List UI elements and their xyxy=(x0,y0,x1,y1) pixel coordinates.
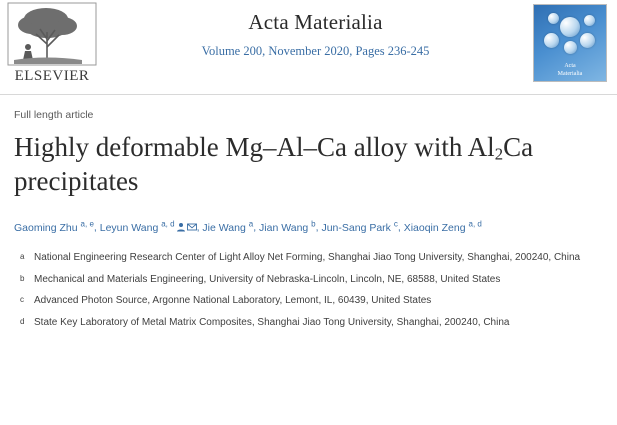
author-name[interactable]: Gaoming Zhu xyxy=(14,221,78,234)
affiliation-mark: a xyxy=(20,252,25,262)
journal-title[interactable]: Acta Materialia xyxy=(248,10,383,34)
journal-cover-thumbnail[interactable] xyxy=(533,4,607,82)
title-line-2: precipitates xyxy=(14,166,139,197)
journal-title-block xyxy=(98,0,533,59)
envelope-icon[interactable] xyxy=(187,222,196,231)
affiliation-mark: b xyxy=(20,273,25,283)
title-subscript: 2 xyxy=(494,144,504,164)
elsevier-logo[interactable] xyxy=(6,2,98,88)
author-list xyxy=(14,218,603,236)
author-entry[interactable] xyxy=(14,219,94,234)
author-separator: , xyxy=(93,221,100,234)
author-affiliation-marks: a, d xyxy=(161,219,175,229)
journal-header xyxy=(0,0,617,95)
title-part-2: Ca xyxy=(503,132,534,162)
affiliation-text: Advanced Photon Source, Argonne National Laboratory, Lemont, IL, 60439, United States xyxy=(34,295,432,307)
affiliation-text: State Key Laboratory of Metal Matrix Composites, Shanghai Jiao Tong University, Shanghai, 200240, China xyxy=(34,316,510,328)
author-separator: , xyxy=(397,221,404,234)
affiliation-text: Mechanical and Materials Engineering, University of Nebraska-Lincoln, Lincoln, NE, 68588, United States xyxy=(34,273,501,285)
person-icon[interactable] xyxy=(176,222,185,231)
affiliation-mark: d xyxy=(20,316,25,326)
svg-text:ELSEVIER: ELSEVIER xyxy=(14,68,90,84)
affiliation-list xyxy=(14,250,603,330)
author-separator: , xyxy=(315,221,322,234)
author-affiliation-marks: c xyxy=(393,219,398,229)
author-name[interactable]: Jun-Sang Park xyxy=(321,221,391,234)
author-name[interactable]: Jian Wang xyxy=(259,221,309,234)
elsevier-tree-icon xyxy=(6,2,98,88)
author-name[interactable]: Leyun Wang xyxy=(99,221,159,234)
affiliation-text: National Engineering Research Center of Light Alloy Net Forming, Shanghai Jiao Tong University, Shanghai, 200240, China xyxy=(34,252,581,264)
author-affiliation-marks: a xyxy=(248,219,254,229)
author-entry[interactable] xyxy=(403,219,482,234)
author-affiliation-marks: a, d xyxy=(468,219,482,229)
author-separator: , xyxy=(253,221,260,234)
author-separator: , xyxy=(196,221,203,234)
article-type-label: Full length article xyxy=(14,109,94,121)
cover-caption: Acta Materialia xyxy=(557,63,583,77)
affiliation-row xyxy=(14,250,603,266)
page-title xyxy=(14,131,599,198)
title-part-1: Highly deformable Mg–Al–Ca alloy with Al xyxy=(14,132,495,162)
author-name[interactable]: Jie Wang xyxy=(202,221,246,234)
affiliation-row xyxy=(14,293,603,309)
affiliation-row xyxy=(14,315,603,331)
affiliation-mark: c xyxy=(20,295,24,305)
affiliation-row xyxy=(14,272,603,288)
author-entry[interactable] xyxy=(321,219,398,234)
journal-issue[interactable]: Volume 200, November 2020, Pages 236-245 xyxy=(201,44,430,58)
author-affiliation-marks: a, e xyxy=(80,219,94,229)
author-affiliation-marks: b xyxy=(311,219,316,229)
author-entry[interactable] xyxy=(259,219,316,234)
author-entry[interactable] xyxy=(202,219,254,234)
article-content xyxy=(0,95,617,330)
author-entry[interactable] xyxy=(99,219,175,234)
author-name[interactable]: Xiaoqin Zeng xyxy=(403,221,466,234)
